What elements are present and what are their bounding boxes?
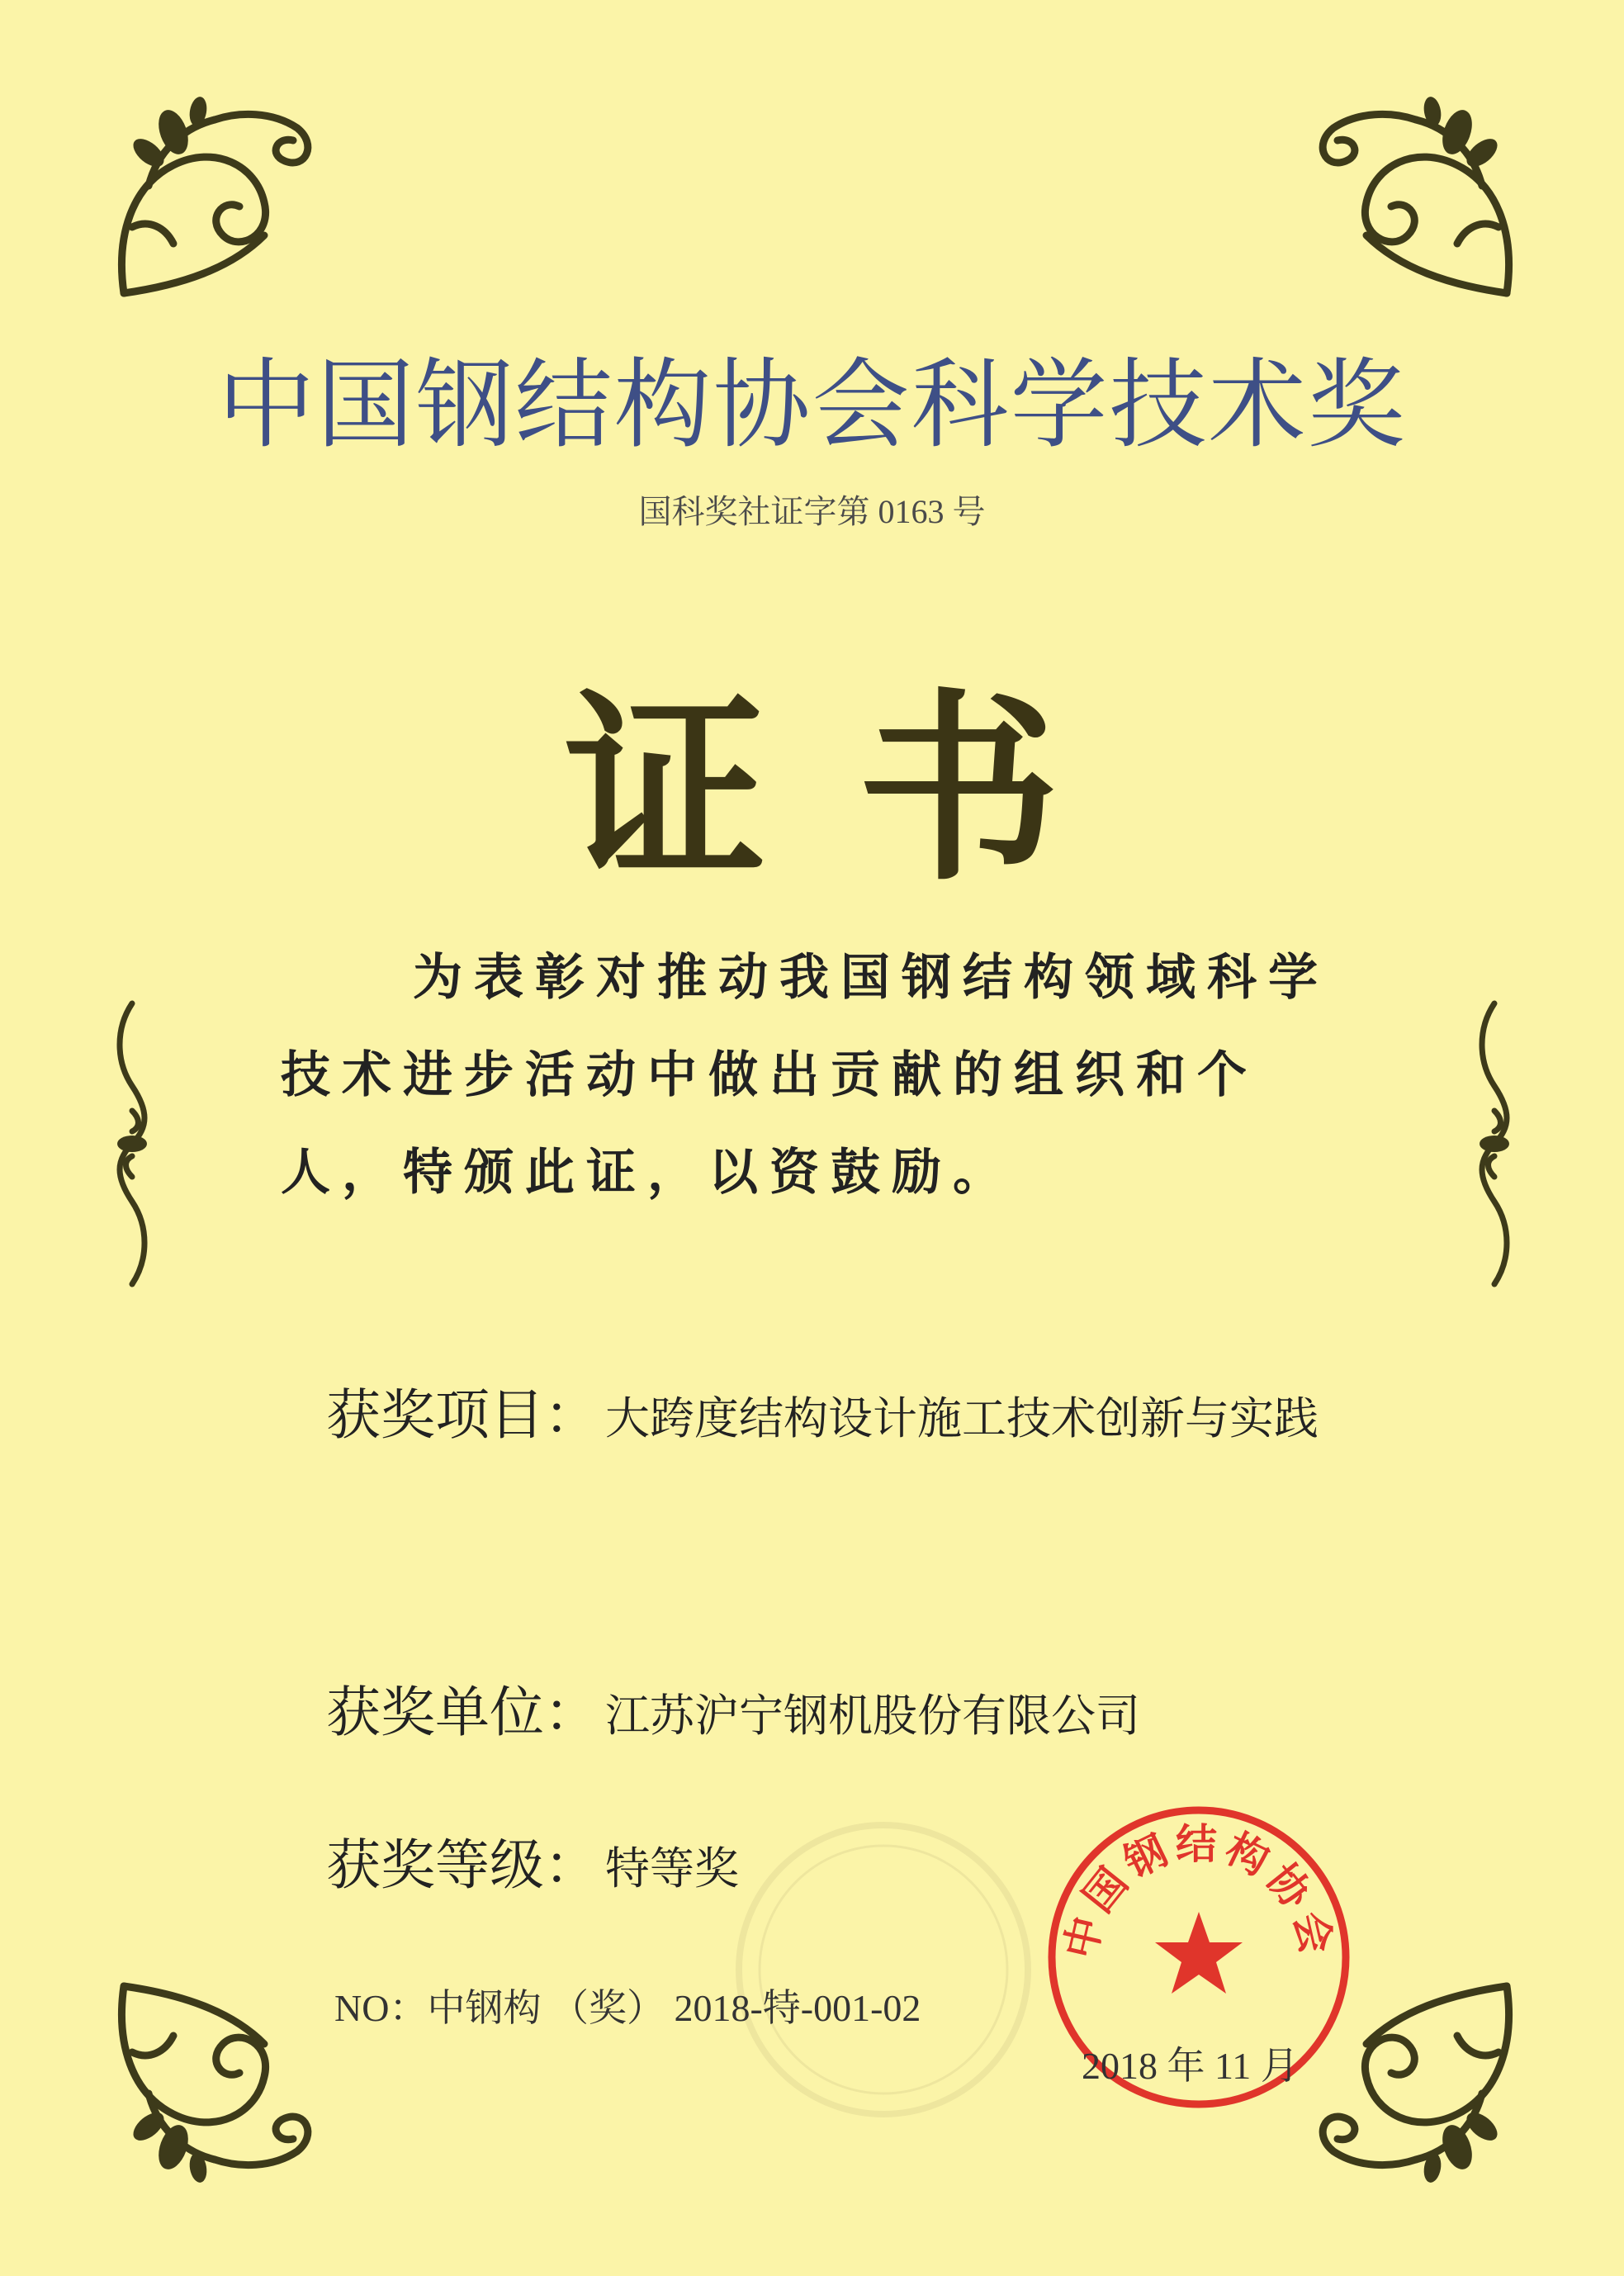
side-ornament-right-icon [1470, 995, 1519, 1292]
level-label: 获奖等级： [326, 1833, 599, 1897]
side-ornament-left-icon [107, 995, 157, 1292]
corner-ornament-top-left-icon [99, 87, 330, 310]
project-field [326, 1371, 1319, 1449]
corner-ornament-top-right-icon [1300, 87, 1532, 310]
seal-text: 中国钢结构协会 [1056, 1820, 1342, 1964]
certificate-heading: 证书 [564, 670, 1151, 908]
certificate-title: 中国钢结构协会科学技术奖 [217, 348, 1407, 462]
corner-ornament-bottom-left-icon [99, 1970, 330, 2193]
registration-number: 国科奖社证字第 0163 号 [638, 493, 986, 530]
embossed-seal-icon [727, 1813, 1040, 2127]
serial-number: NO：中钢构 （奖） 2018-特-001-02 [334, 1987, 921, 2029]
unit-value: 江苏沪宁钢机股份有限公司 [605, 1690, 1140, 1742]
project-label: 获奖项目： [326, 1383, 599, 1447]
project-value: 大跨度结构设计施工技术创新与实践 [605, 1392, 1319, 1444]
citation-text: 为表彰对推动我国钢结构领域科学技术进步活动中做出贡献的组织和个人，特颁此证，以资鼓励。 [281, 949, 1329, 1202]
unit-field [326, 1668, 1140, 1747]
unit-label: 获奖单位： [326, 1681, 599, 1744]
level-field [326, 1821, 739, 1899]
issue-date: 2018 年 11 月 [1082, 2045, 1299, 2087]
level-value: 特等奖 [605, 1842, 739, 1894]
